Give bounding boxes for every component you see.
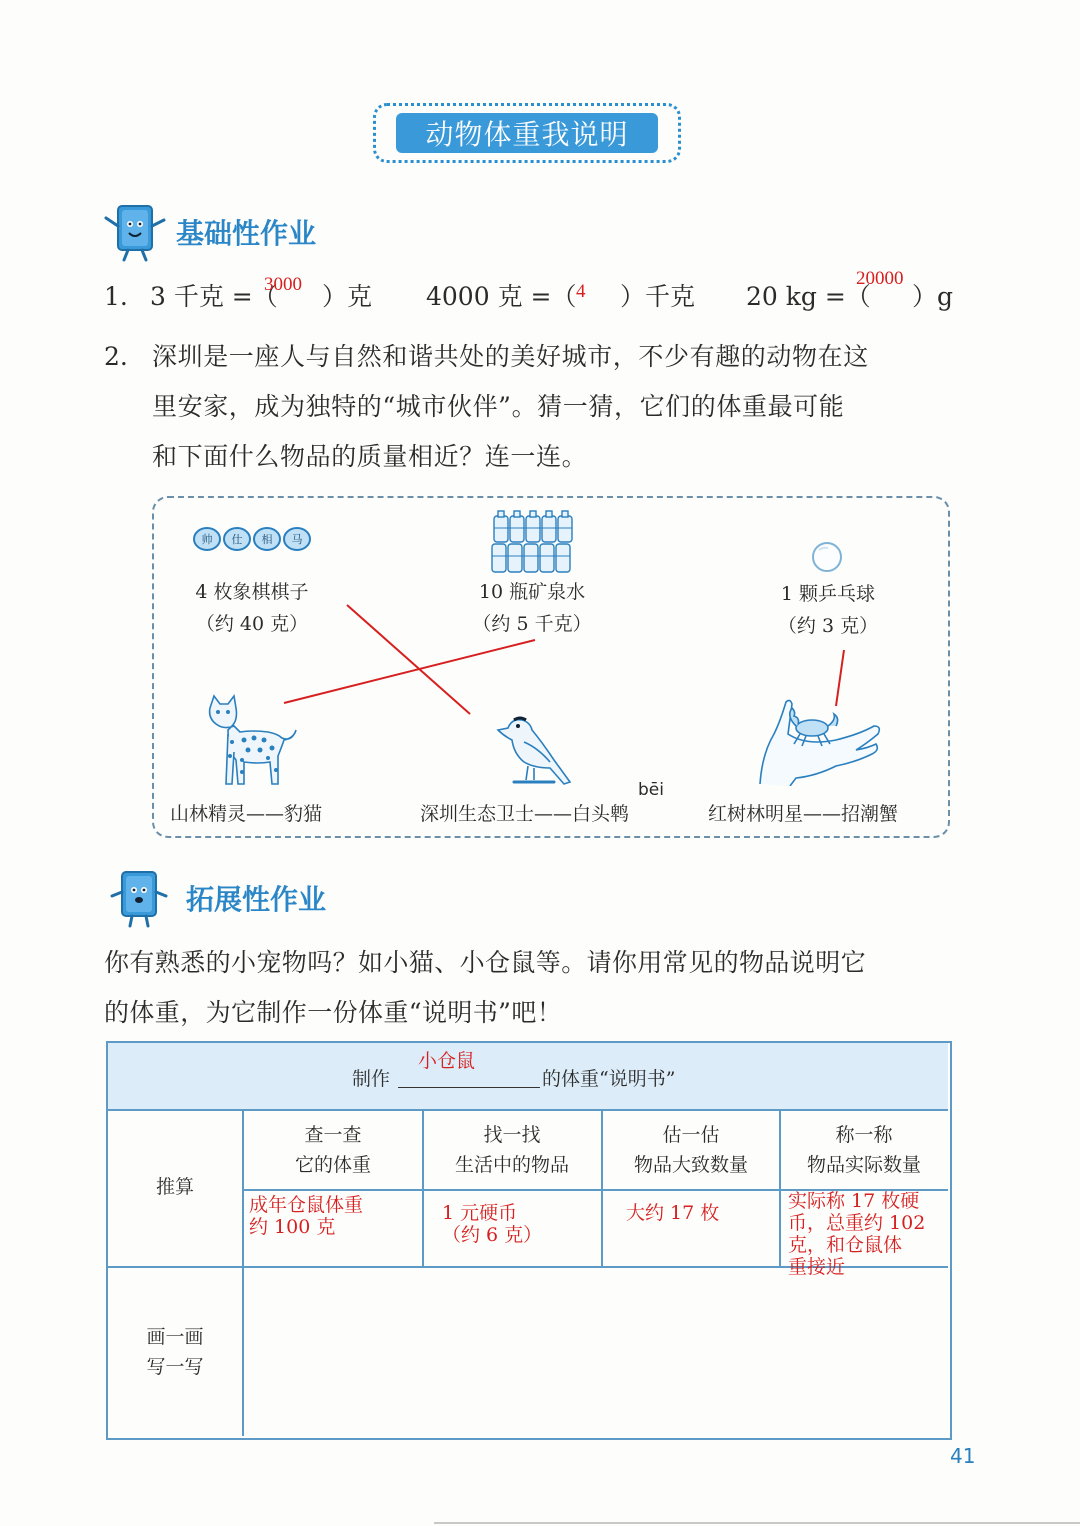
chess-char-3: 相 xyxy=(261,533,273,546)
q1-b-answer: 4 xyxy=(576,281,586,302)
match-line-chess-bird xyxy=(347,605,470,714)
col4-head-l2: 物品实际数量 xyxy=(806,1154,921,1176)
animal-leopard-cat-label: 山林精灵——豹猫 xyxy=(170,803,323,825)
q1-b-suffix: ）千克 xyxy=(620,282,696,311)
item-water-weight: （约 5 千克） xyxy=(472,613,592,635)
col3-head-l1: 估一估 xyxy=(662,1124,720,1146)
row-label-draw: 画一画 xyxy=(146,1326,204,1348)
match-line-ball-crab xyxy=(836,650,844,706)
item-chess-weight: （约 40 克） xyxy=(195,613,309,635)
page-number: 41 xyxy=(950,1444,976,1468)
answer-col4-line3: 克，和仓鼠体 xyxy=(788,1234,903,1256)
chess-char-4: 马 xyxy=(291,533,303,546)
col2-head-l1: 找一找 xyxy=(483,1124,541,1146)
item-pingpong-name: 1 颗乒乓球 xyxy=(780,583,876,605)
q1-a-answer: 3000 xyxy=(264,274,302,295)
q1-c-answer: 20000 xyxy=(856,268,904,289)
match-line-water-cat xyxy=(284,640,535,703)
q1-b-prefix: 4000 克 =（ xyxy=(426,282,577,311)
table-heading-row xyxy=(108,1043,948,1111)
answer-col2-line2: （约 6 克） xyxy=(442,1224,543,1246)
table-heading-prefix: 制作 xyxy=(352,1068,391,1090)
q2-number: 2. xyxy=(104,342,128,371)
answer-col2-line1: 1 元硬币 xyxy=(442,1202,518,1224)
row-label-write: 写一写 xyxy=(146,1356,204,1378)
table-heading-suffix: 的体重“说明书” xyxy=(542,1068,676,1090)
q2-line1: 深圳是一座人与自然和谐共处的美好城市，不少有趣的动物在这 xyxy=(152,342,869,371)
answer-col1-line1: 成年仓鼠体重 xyxy=(249,1194,364,1216)
q1-a-prefix: 3 千克 =（ xyxy=(150,282,278,311)
page-title: 动物体重我说明 xyxy=(396,113,658,153)
q2-line3: 和下面什么物品的质量相近？连一连。 xyxy=(152,442,588,471)
animal-bird-pinyin: bēi xyxy=(638,780,664,800)
bottom-rule xyxy=(434,1522,1080,1524)
ext-line1: 你有熟悉的小宠物吗？如小猫、小仓鼠等。请你用常见的物品说明它 xyxy=(104,948,867,977)
animal-bird-label: 深圳生态卫士——白头鹎 xyxy=(420,803,630,825)
item-pingpong-weight: （约 3 克） xyxy=(777,615,879,637)
item-water-name: 10 瓶矿泉水 xyxy=(478,581,586,603)
q1-c-prefix: 20 kg =（ xyxy=(746,282,871,311)
section-title-extended: 拓展性作业 xyxy=(186,883,327,916)
col3-head-l2: 物品大致数量 xyxy=(633,1154,748,1176)
col1-head-l2: 它的体重 xyxy=(294,1154,371,1176)
answer-col1-line2: 约 100 克 xyxy=(249,1216,336,1238)
ext-line2: 的体重，为它制作一份体重“说明书”吧！ xyxy=(104,998,563,1027)
row-label-estimate: 推算 xyxy=(155,1176,194,1198)
answer-col4-line2: 币，总重约 102 xyxy=(788,1212,926,1234)
chess-char-2: 仕 xyxy=(231,533,243,546)
q1-a-suffix: ）克 xyxy=(322,282,373,311)
col2-head-l2: 生活中的物品 xyxy=(454,1154,569,1176)
answer-col3-line1: 大约 17 枚 xyxy=(626,1202,720,1224)
col1-head-l1: 查一查 xyxy=(304,1124,362,1146)
section-title-basic: 基础性作业 xyxy=(176,217,317,250)
chess-char-1: 帅 xyxy=(201,533,213,546)
answer-col4-line4: 重接近 xyxy=(788,1256,846,1278)
table-heading-blank xyxy=(398,1087,540,1088)
book-mascot-icon-2 xyxy=(104,866,176,930)
item-chess-name: 4 枚象棋棋子 xyxy=(195,581,309,603)
animal-crab-label: 红树林明星——招潮蟹 xyxy=(708,803,899,825)
table-heading-answer: 小仓鼠 xyxy=(418,1050,476,1072)
col4-head-l1: 称一称 xyxy=(835,1124,893,1146)
q1-c-suffix: ）g xyxy=(912,282,954,311)
q1-number: 1. xyxy=(104,282,128,311)
answer-col4-line1: 实际称 17 枚硬 xyxy=(788,1190,920,1212)
q2-line2: 里安家，成为独特的“城市伙伴”。猜一猜，它们的体重最可能 xyxy=(152,392,845,421)
